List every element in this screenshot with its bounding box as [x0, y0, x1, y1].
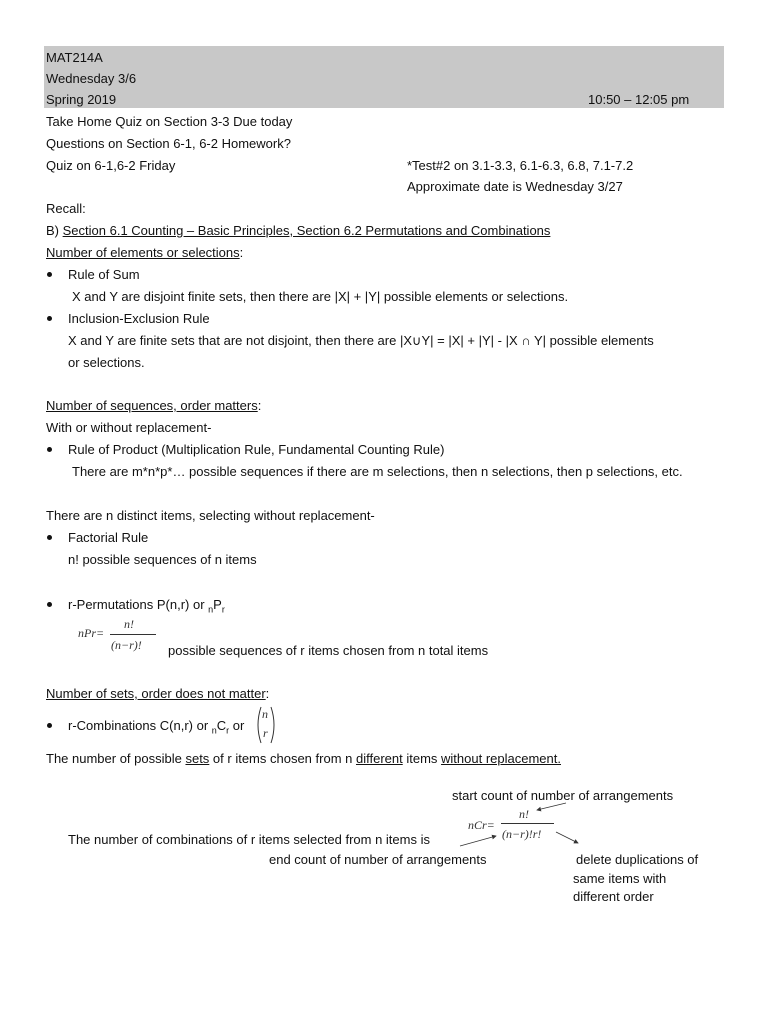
sets-heading-text: Number of sets, order does not matter: [46, 686, 266, 701]
elements-heading-text: Number of elements or selections: [46, 245, 240, 260]
factorial-rule-desc: n! possible sequences of n items: [68, 552, 257, 567]
perm-symbol: P: [213, 597, 222, 612]
inclusion-exclusion-title: Inclusion-Exclusion Rule: [68, 311, 210, 326]
note-end-count: end count of number of arrangements: [269, 852, 487, 867]
sets-desc-sets: sets: [185, 751, 210, 766]
binomial-bottom: r: [263, 726, 268, 740]
lecture-time: 10:50 – 12:05 pm: [588, 92, 690, 107]
sets-desc-c: items: [402, 751, 442, 766]
sets-desc-different: different: [355, 751, 403, 766]
arrow-from-rfactorial: [556, 832, 578, 843]
distinct-items-intro: There are n distinct items, selecting without replacement-: [46, 508, 375, 523]
section-title: Section 6.1 Counting – Basic Principles, Section 6.2 Permutations and Combinations: [62, 223, 551, 238]
arrow-to-numerator: [537, 803, 566, 810]
note-delete-duplications: delete duplications of: [576, 852, 699, 867]
comb-formula-denominator: (n−r)!r!: [502, 827, 542, 841]
note-same-items: same items with: [573, 871, 667, 886]
note-different-order: different order: [573, 889, 654, 904]
comb-formula-lhs: nCr=: [468, 818, 495, 832]
comb-subscript-r: r: [226, 725, 230, 736]
r-combinations-label: r-Combinations C(n,r) or: [68, 718, 212, 733]
comb-formula-numerator: n!: [519, 807, 529, 821]
sets-desc-without: without replacement.: [441, 751, 561, 766]
r-permutations-label: r-Permutations P(n,r) or: [68, 597, 209, 612]
with-without-replacement: With or without replacement-: [46, 420, 212, 435]
rule-of-sum-desc: X and Y are disjoint finite sets, then there are |X| + |Y| possible elements or selections.: [72, 289, 569, 304]
inclusion-exclusion-desc: X and Y are finite sets that are not disjoint, then there are |X∪Y| = |X| + |Y| - |X ∩ Y| possible elements: [68, 333, 654, 348]
sequences-heading-text: Number of sequences, order matters: [46, 398, 258, 413]
sequences-heading-colon: :: [257, 398, 262, 413]
announcement-quiz-friday: Quiz on 6-1,6-2 Friday: [46, 158, 176, 173]
announcement-quiz-due: Take Home Quiz on Section 3-3 Due today: [46, 114, 293, 129]
comb-symbol: C: [216, 718, 227, 733]
perm-formula-numerator: n!: [124, 617, 134, 631]
sets-heading-colon: :: [265, 686, 270, 701]
recall-label: Recall:: [46, 201, 86, 216]
arrow-to-denominator-start: [460, 836, 496, 846]
perm-formula-lhs: nPr=: [78, 626, 105, 640]
rule-of-sum-title: Rule of Sum: [68, 267, 140, 282]
elements-heading-colon: :: [239, 245, 244, 260]
combination-formula-intro: The number of combinations of r items selected from n items is: [68, 832, 430, 847]
term: Spring 2019: [46, 92, 117, 107]
inclusion-exclusion-desc-cont: or selections.: [68, 355, 145, 370]
sets-desc-a: The number of possible: [46, 751, 186, 766]
lecture-day: Wednesday 3/6: [46, 71, 137, 86]
course-code: MAT214A: [46, 50, 103, 65]
perm-subscript-n: n: [208, 604, 214, 615]
section-prefix: B): [46, 223, 63, 238]
announcement-test: *Test#2 on 3.1-3.3, 6.1-6.3, 6.8, 7.1-7.2: [407, 158, 634, 173]
announcement-test-date: Approximate date is Wednesday 3/27: [407, 179, 623, 194]
rule-of-product-desc: There are m*n*p*… possible sequences if there are m selections, then n selections, then p selections, etc.: [72, 464, 683, 479]
rule-of-product-title: Rule of Product (Multiplication Rule, Fundamental Counting Rule): [68, 442, 445, 457]
comb-or: or: [229, 718, 245, 733]
binomial-top: n: [262, 707, 268, 721]
perm-formula-denominator: (n−r)!: [111, 638, 142, 652]
note-start-count: start count of number of arrangements: [452, 788, 674, 803]
sets-desc-b: of r items chosen from n: [209, 751, 356, 766]
factorial-rule-title: Factorial Rule: [68, 530, 149, 545]
comb-subscript-n: n: [211, 725, 217, 736]
perm-subscript-r: r: [221, 604, 225, 615]
perm-formula-desc: possible sequences of r items chosen from n total items: [168, 643, 489, 658]
announcement-questions: Questions on Section 6-1, 6-2 Homework?: [46, 136, 291, 151]
